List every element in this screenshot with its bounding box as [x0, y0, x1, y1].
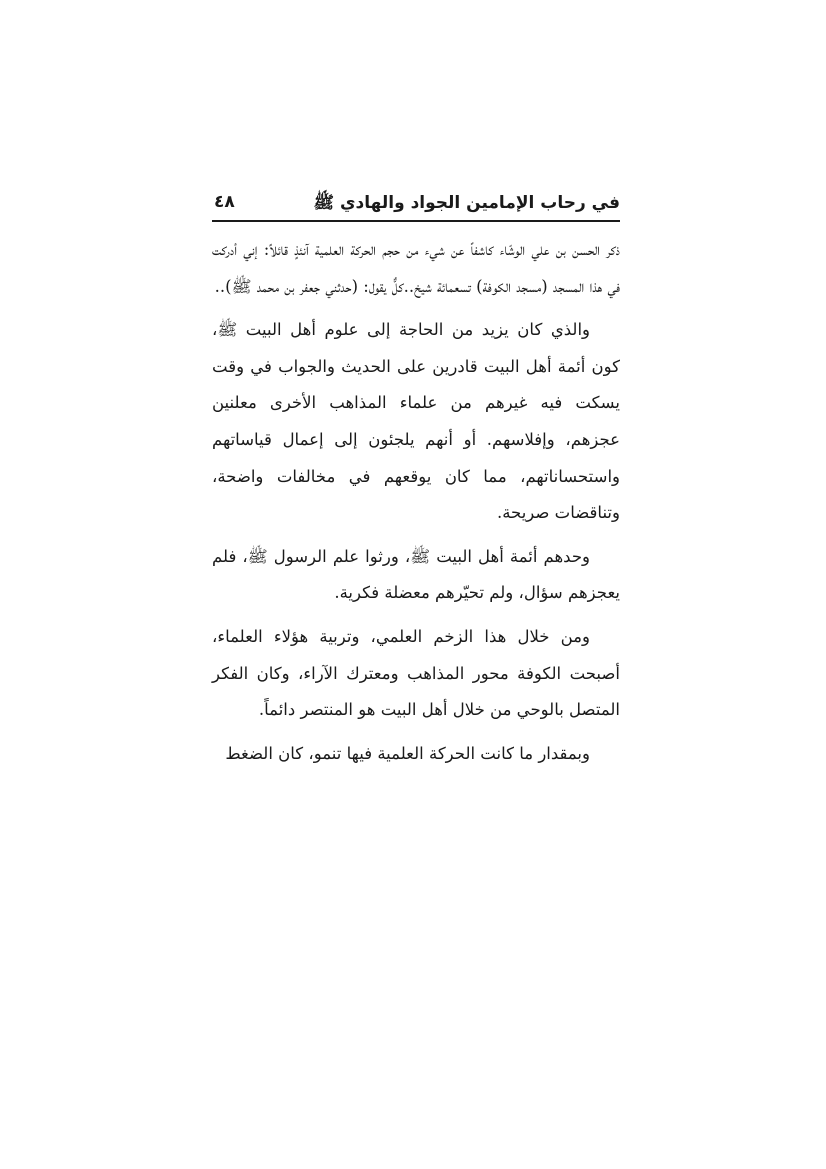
paragraph: وبمقدار ما كانت الحركة العلمية فيها تنمو، كان الضغط	[225, 743, 590, 763]
page-header	[212, 190, 620, 222]
running-title: في رحاب الإمامين الجواد والهادي ﷺ	[313, 193, 620, 213]
paragraph: ذكر الحسن بن علي الوشّاء كاشفاً عن شيء من حجم الحركة العلمية آنئذٍ قائلاً: إني أدركت في هذا المسجد (مسجد الكوفة) تسعمائة شيخ..كلٌّ يقول: (حدثني جعفر بن محمد ﷺ)..	[212, 240, 620, 296]
paragraph: ومن خلال هذا الزخم العلمي، وتربية هؤلاء العلماء، أصبحت الكوفة محور المذاهب ومعترك الآراء، وكان الفكر المتصل بالوحي من خلال أهل البيت هو المنتصر دائماً.	[212, 626, 620, 720]
body-text	[212, 232, 620, 772]
page-number: ٤٨	[214, 192, 235, 212]
paragraph: والذي كان يزيد من الحاجة إلى علوم أهل البيت ﷺ، كون أئمة أهل البيت قادرين على الحديث والجواب في وقت يسكت فيه غيرهم من علماء المذاهب الأخرى معلنين عجزهم، وإفلاسهم. أو أنهم يلجئون إلى إعمال قياساتهم واستحساناتهم، مما كان يوقعهم في مخالفات واضحة، وتناقضات صريحة.	[212, 320, 620, 523]
paragraph: وحدهم أئمة أهل البيت ﷺ، ورثوا علم الرسول ﷺ، فلم يعجزهم سؤال، ولم تحيّرهم معضلة فكرية.	[212, 546, 620, 603]
